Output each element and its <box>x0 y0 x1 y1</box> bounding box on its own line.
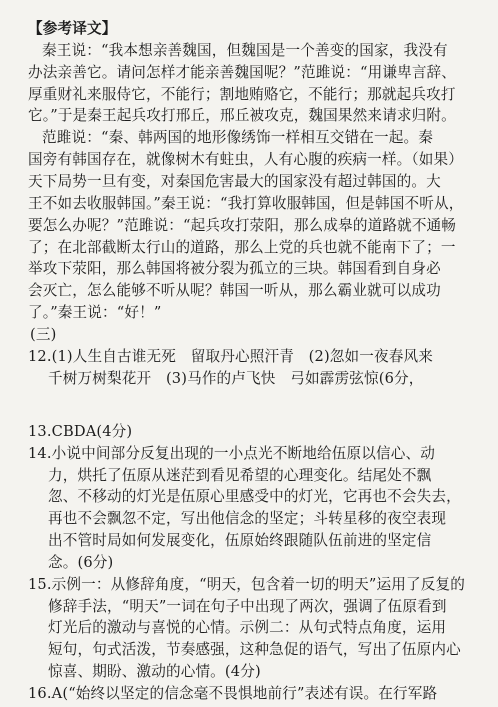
heading-close-bracket: 】 <box>101 20 117 37</box>
answer-15-line: 修辞手法，“明天”一词在句子中出现了两次，强调了伍原看到 <box>48 597 447 615</box>
translation-line: 举攻下荥阳，那么韩国将被分裂为孤立的三块。韩国看到自身必 <box>28 260 441 278</box>
translation-line: 会灭亡，怎么能够不听从呢？韩国一听从，那么霸业就可以成功 <box>28 282 441 300</box>
answer-14-line: 出不管时局如何发展变化，伍原始终跟随队伍前进的坚定信 <box>48 532 432 549</box>
translation-line: 它。”于是秦王起兵攻打邢丘，邢丘被攻克，魏国果然来请求归附。 <box>28 107 456 125</box>
translation-line: 王不如去收服韩国。”秦王说：“我打算收服韩国，但是韩国不听从， <box>28 194 464 212</box>
reference-translation-heading <box>28 18 116 40</box>
translation-line: 秦王说：“我本想亲善魏国，但魏国是一个善变的国家，我没有 <box>42 41 448 59</box>
answer-12-line: 12.(1)人生自古谁无死 留取丹心照汗青 (2)忽如一夜春风来 <box>28 347 434 365</box>
answer-15-line: 灯光后的激动与喜悦的心情。示例二：从句式特点角度，运用 <box>48 619 447 637</box>
translation-line: 要怎么办呢？”范雎说：“起兵攻打荥阳，那么成皋的道路就不通畅 <box>28 216 457 234</box>
heading-open-bracket: 【 <box>28 20 43 37</box>
answer-15-line: 15.示例一：从修辞角度，“明天，包含着一切的明天”运用了反复的 <box>28 575 465 593</box>
translation-line: 厚重财礼来服侍它，不能行；割地贿赂它，不能行；那就起兵攻打 <box>28 85 456 103</box>
answer-14-line: 念。(6分) <box>48 553 114 571</box>
translation-line: 国旁有韩国存在，就像树木有蛀虫，人有心腹的疾病一样。（如果） <box>28 151 464 169</box>
translation-line: 范雎说：“秦、韩两国的地形像绣饰一样相互交错在一起。秦 <box>42 129 433 147</box>
translation-line: 办法亲善它。请问怎样才能亲善魏国呢？”范雎说：“用谦卑言辞、 <box>28 63 457 81</box>
answer-16: 16.A(“始终以坚定的信念毫不畏惧地前行”表述有误。在行军路 <box>28 685 438 702</box>
translation-line: 了；在北部截断太行山的道路，那么上党的兵也就不能南下了；一 <box>28 238 456 256</box>
answer-14-line: 再也不会飘忽不定，写出他信念的坚定；斗转星移的夜空表现 <box>48 510 447 528</box>
answer-13: 13.CBDA(4分) <box>28 422 133 440</box>
translation-line: 天下局势一旦有变，对秦国危害最大的国家没有超过韩国的。大 <box>28 172 441 190</box>
answer-12-line: 千树万树梨花开 (3)马作的卢飞快 弓如霹雳弦惊(6分， <box>48 369 424 387</box>
answer-14-line: 14.小说中间部分反复出现的一小点光不断地给伍原以信心、动 <box>28 444 435 462</box>
answer-14-line: 忽、不移动的灯光是伍原心里感受中的灯光，它再也不会失去， <box>48 488 461 506</box>
translation-line: 了。”秦王说：“好！” <box>28 304 162 322</box>
section-number: (三) <box>30 325 57 343</box>
heading-title: 参考译文 <box>42 20 102 37</box>
answer-15-line: 惊喜、期盼、激动的心情。(4分) <box>48 663 261 681</box>
answer-14-line: 力，烘托了伍原从迷茫到看见希望的心理变化。结尾处不飘 <box>48 466 432 484</box>
answer-15-line: 短句，句式活泼，节奏感强，这种急促的语气，写出了伍原内心 <box>48 641 461 659</box>
